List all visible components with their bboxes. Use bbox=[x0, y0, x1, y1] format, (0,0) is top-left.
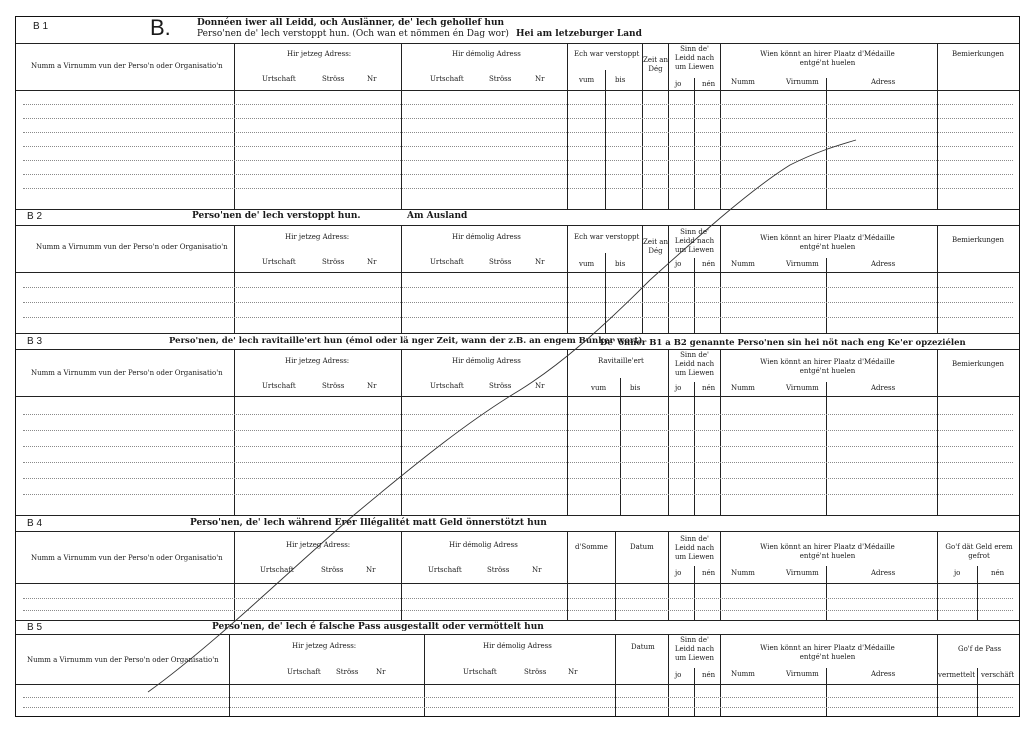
col-stross-old: Ströss bbox=[489, 75, 512, 83]
col-addr-old: Hir démolig Adress bbox=[452, 50, 521, 58]
col-adress: Adress bbox=[871, 384, 896, 392]
col-gof-nen: nén bbox=[991, 569, 1005, 577]
col-name: Numm a Virnumm vun der Perso'n oder Organisatio'n bbox=[31, 369, 223, 377]
section-title: Perso'nen, de' lech während Erer Illégalitét matt Geld önnerstötzt hun bbox=[190, 518, 547, 528]
col-addr-now: Hir jetzeg Adress: bbox=[286, 541, 351, 549]
col-vum: vum bbox=[579, 260, 595, 268]
col-sinn: Sinn de' Leidd nach um Liewen bbox=[674, 45, 715, 71]
col-gof-jo: jo bbox=[954, 569, 961, 577]
col-addr-old: Hir démolig Adress bbox=[452, 233, 521, 241]
col-nr-old: Nr bbox=[535, 258, 545, 266]
col-sinn: Sinn de' Leidd nach um Liewen bbox=[674, 351, 715, 377]
col-vermettelt: vermettelt bbox=[938, 671, 976, 679]
col-nen: nén bbox=[702, 80, 716, 88]
form-letter: B. bbox=[150, 15, 171, 40]
col-stross-old: Ströss bbox=[489, 382, 512, 390]
col-adress: Adress bbox=[871, 78, 896, 86]
col-nr-old: Nr bbox=[568, 668, 578, 676]
section-id: B 1 bbox=[33, 21, 49, 32]
col-urtschaft: Urtschaft bbox=[262, 75, 296, 83]
col-stross-old: Ströss bbox=[487, 566, 510, 574]
col-medal: Wien könnt an hirer Plaatz d'Médaille entgé'nt huelen bbox=[760, 543, 895, 560]
col-nr: Nr bbox=[367, 382, 377, 390]
col-nr: Nr bbox=[366, 566, 376, 574]
col-numm: Numm bbox=[731, 670, 755, 678]
col-stross: Ströss bbox=[322, 382, 345, 390]
col-nen: nén bbox=[702, 569, 716, 577]
col-jo: jo bbox=[675, 569, 682, 577]
header-line-1: Donnéen iwer all Leidd, och Auslänner, de' lech gehollef hun bbox=[197, 18, 505, 28]
col-urtschaft: Urtschaft bbox=[262, 258, 296, 266]
col-stross-old: Ströss bbox=[489, 258, 512, 266]
col-urtschaft-old: Urtschaft bbox=[428, 566, 462, 574]
col-adress: Adress bbox=[871, 569, 896, 577]
col-nr: Nr bbox=[367, 258, 377, 266]
section-id: B 2 bbox=[27, 211, 43, 222]
col-bis: bis bbox=[615, 76, 626, 84]
col-name: Numm a Virnumm vun der Perso'n oder Organisatio'n bbox=[31, 62, 223, 70]
col-name: Numm a Virnumm vun der Perso'n oder Organisatio'n bbox=[36, 243, 228, 251]
section-id: B 4 bbox=[27, 518, 43, 529]
col-numm: Numm bbox=[731, 260, 755, 268]
col-urtschaft: Urtschaft bbox=[260, 566, 294, 574]
section-subtitle: Am Ausland bbox=[407, 211, 468, 221]
col-remarks: Bemierkungen bbox=[952, 360, 1005, 368]
col-stross: Ströss bbox=[321, 566, 344, 574]
col-name: Numm a Virnumm vun der Perso'n oder Organisatio'n bbox=[31, 554, 223, 562]
col-virnumm: Virnumm bbox=[786, 78, 819, 86]
col-gof: Go'f dät Geld erem gefrot bbox=[945, 543, 1013, 560]
col-virnumm: Virnumm bbox=[786, 384, 819, 392]
col-jo: jo bbox=[675, 80, 682, 88]
col-nr: Nr bbox=[367, 75, 377, 83]
col-datum: Datum bbox=[630, 543, 654, 551]
col-zeit: Zeit an Dég bbox=[643, 56, 668, 73]
col-urtschaft: Urtschaft bbox=[287, 668, 321, 676]
col-addr-old: Hir démolig Adress bbox=[483, 642, 552, 650]
col-numm: Numm bbox=[731, 78, 755, 86]
col-addr-old: Hir démolig Adress bbox=[449, 541, 518, 549]
col-vum: vum bbox=[591, 384, 607, 392]
col-virnumm: Virnumm bbox=[786, 569, 819, 577]
col-somme: d'Somme bbox=[575, 543, 608, 551]
col-addr-now: Hir jetzeg Adress: bbox=[292, 642, 357, 650]
col-nen: nén bbox=[702, 384, 716, 392]
col-medal: Wien könnt an hirer Plaatz d'Médaille entgé'nt huelen bbox=[760, 234, 895, 251]
col-nr-old: Nr bbox=[532, 566, 542, 574]
col-verschaft: verschäft bbox=[981, 671, 1015, 679]
col-medal: Wien könnt an hirer Plaatz d'Médaille entgé'nt huelen bbox=[760, 644, 895, 661]
col-jo: jo bbox=[675, 671, 682, 679]
col-urtschaft-old: Urtschaft bbox=[430, 75, 464, 83]
col-sinn: Sinn de' Leidd nach um Liewen bbox=[674, 228, 715, 254]
col-datum: Datum bbox=[631, 643, 655, 651]
section-id: B 3 bbox=[27, 336, 43, 347]
col-addr-now: Hir jetzeg Adress: bbox=[287, 50, 352, 58]
col-bis: bis bbox=[630, 384, 641, 392]
col-addr-now: Hir jetzeg Adress: bbox=[285, 233, 350, 241]
col-nen: nén bbox=[702, 260, 716, 268]
col-numm: Numm bbox=[731, 569, 755, 577]
col-jo: jo bbox=[675, 260, 682, 268]
col-remarks: Bemierkungen bbox=[952, 50, 1005, 58]
section-subtitle: De' önner B1 a B2 genannte Perso'nen sin hei nöt nach eng Ke'er opzeziélen bbox=[600, 338, 966, 348]
col-bis: bis bbox=[615, 260, 626, 268]
section-title: Perso'nen de' lech verstoppt hun. bbox=[192, 211, 361, 221]
col-remarks: Bemierkungen bbox=[952, 236, 1005, 244]
header-line-2: Perso'nen de' lech verstoppt hun. (Och wan et nömmen én Dag wor) bbox=[197, 29, 509, 39]
col-stross-old: Ströss bbox=[524, 668, 547, 676]
col-pass: Go'f de Pass bbox=[958, 645, 1002, 653]
col-numm: Numm bbox=[731, 384, 755, 392]
col-stross: Ströss bbox=[322, 75, 345, 83]
col-medal: Wien könnt an hirer Plaatz d'Médaille entgé'nt huelen bbox=[760, 50, 895, 67]
col-urtschaft-old: Urtschaft bbox=[430, 258, 464, 266]
col-nen: nén bbox=[702, 671, 716, 679]
col-period: Ech war verstoppt bbox=[574, 233, 640, 241]
col-period: Ravitaille'ert bbox=[598, 357, 644, 365]
section-title: Perso'nen, de' lech é falsche Pass ausgestallt oder vermöttelt hun bbox=[212, 622, 544, 632]
col-adress: Adress bbox=[871, 260, 896, 268]
col-zeit: Zeit an Dég bbox=[643, 238, 668, 255]
col-sinn: Sinn de' Leidd nach um Liewen bbox=[674, 535, 715, 561]
col-addr-old: Hir démolig Adress bbox=[452, 357, 521, 365]
header-line-2b: Hei am letzeburger Land bbox=[516, 29, 642, 39]
col-adress: Adress bbox=[871, 670, 896, 678]
col-nr-old: Nr bbox=[535, 75, 545, 83]
col-vum: vum bbox=[579, 76, 595, 84]
col-urtschaft-old: Urtschaft bbox=[463, 668, 497, 676]
col-jo: jo bbox=[675, 384, 682, 392]
col-medal: Wien könnt an hirer Plaatz d'Médaille entgé'nt huelen bbox=[760, 358, 895, 375]
col-virnumm: Virnumm bbox=[786, 260, 819, 268]
col-nr-old: Nr bbox=[535, 382, 545, 390]
col-period: Ech war verstoppt bbox=[574, 50, 640, 58]
section-id: B 5 bbox=[27, 622, 43, 633]
col-nr: Nr bbox=[376, 668, 386, 676]
section-title: Perso'nen, de' lech ravitaille'ert hun (émol oder lä nger Zeit, wann der z.B. an engem Bunker wort) bbox=[169, 336, 643, 346]
col-urtschaft-old: Urtschaft bbox=[430, 382, 464, 390]
col-stross: Ströss bbox=[336, 668, 359, 676]
col-stross: Ströss bbox=[322, 258, 345, 266]
col-addr-now: Hir jetzeg Adress: bbox=[285, 357, 350, 365]
col-sinn: Sinn de' Leidd nach um Liewen bbox=[674, 636, 715, 662]
col-virnumm: Virnumm bbox=[786, 670, 819, 678]
col-urtschaft: Urtschaft bbox=[262, 382, 296, 390]
col-name: Numm a Virnumm vun der Perso'n oder Organisatio'n bbox=[27, 656, 219, 664]
